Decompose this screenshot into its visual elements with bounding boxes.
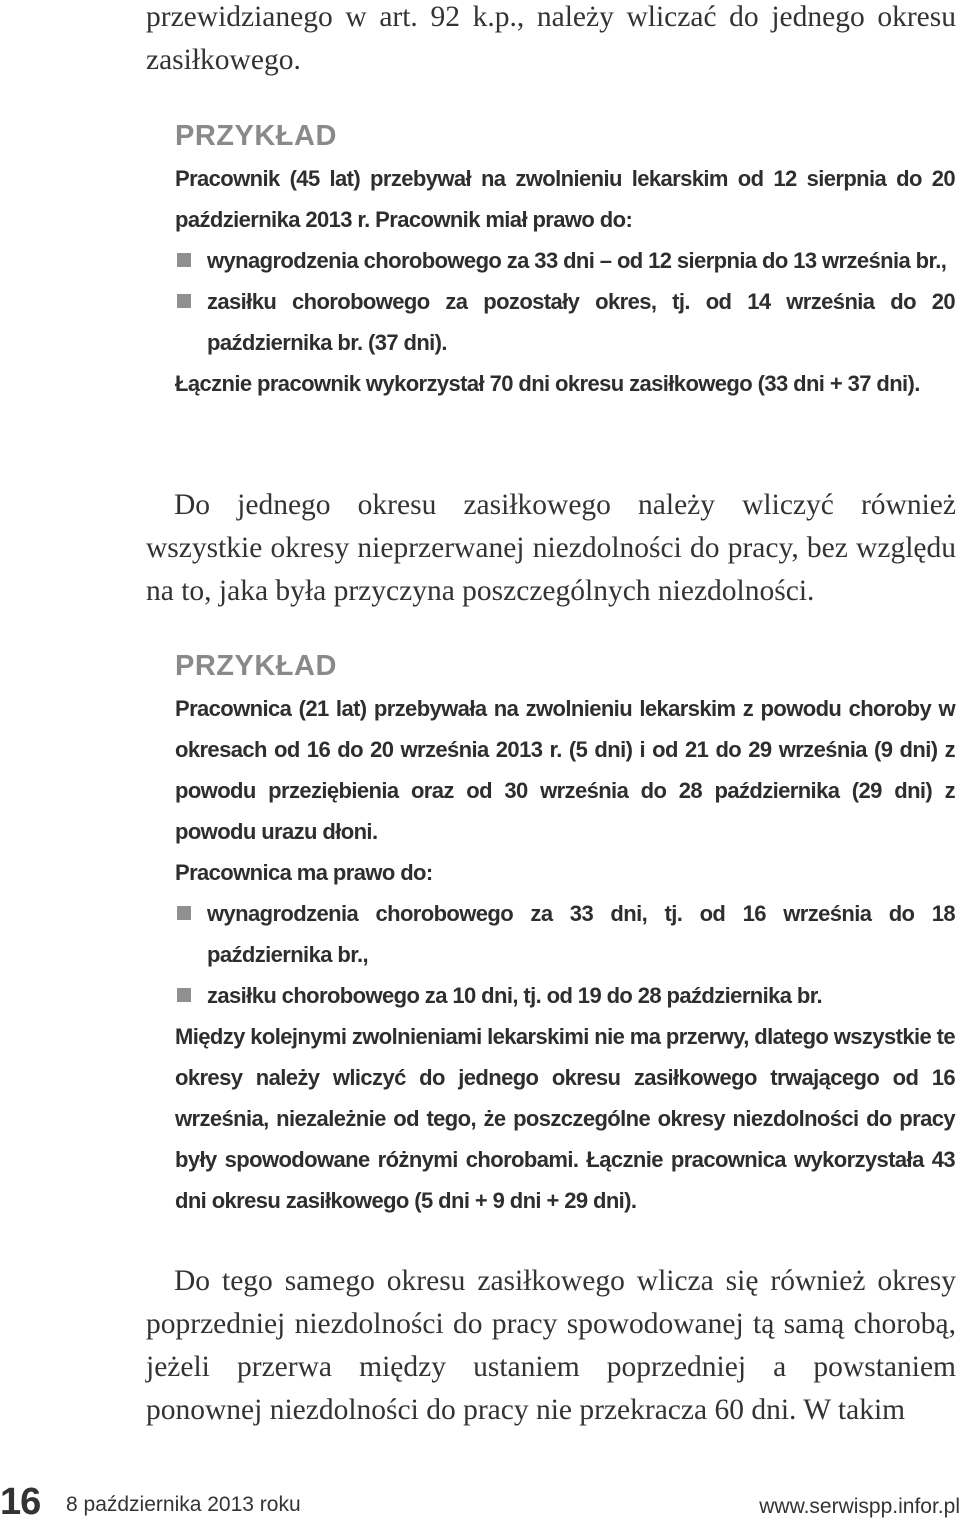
body-paragraph xyxy=(146,484,956,613)
paragraph-text: Do tego samego okresu zasiłkowego wlicza się również okresy poprzedniej niezdolności do pracy spowodowanej tą samą chorobą, jeżeli przerwa między ustaniem poprzedniej a powstaniem ponownej niezdolności do pracy nie przekracza 60 dni. W takim xyxy=(146,1265,956,1426)
bullet-item: wynagrodzenia chorobowego za 33 dni, tj. od 16 września do 18 października br., xyxy=(175,893,955,975)
bullet-item: wynagrodzenia chorobowego za 33 dni – od 12 sierpnia do 13 września br., xyxy=(175,240,955,281)
bullet-item: zasiłku chorobowego za 10 dni, tj. od 19 do 28 października br. xyxy=(175,975,955,1016)
issue-date: 8 października 2013 roku xyxy=(66,1493,301,1516)
page-number: 16 xyxy=(0,1481,41,1523)
example-box-2 xyxy=(175,648,955,1221)
intro-paragraph xyxy=(146,0,956,82)
example-summary: Między kolejnymi zwolnieniami lekarskimi nie ma przerwy, dlatego wszystkie te okresy należy wliczyć do jednego okresu zasiłkowego trwającego od 16 września, niezależnie od tego, że poszczególne okresy niezdolności do pracy były spowodowane różnymi chorobami. Łącznie pracownica wykorzystała 43 dni okresu zasiłkowego (5 dni + 9 dni + 29 dni). xyxy=(175,1024,955,1213)
example-summary: Łącznie pracownik wykorzystał 70 dni okresu zasiłkowego (33 dni + 37 dni). xyxy=(175,371,920,396)
example-lead: Pracownica (21 lat) przebywała na zwolnieniu lekarskim z powodu choroby w okresach od 16 do 20 września 2013 r. (5 dni) i od 21 do 29 września (9 dni) z powodu przeziębienia oraz od 30 września do 28 października (29 dni) z powodu urazu dłoni. xyxy=(175,696,955,844)
website-link[interactable]: www.serwispp.infor.pl xyxy=(759,1495,960,1518)
example-heading: PRZYKŁAD xyxy=(175,120,337,152)
example-lead: Pracownik (45 lat) przebywał na zwolnieniu lekarskim od 12 sierpnia do 20 października 2013 r. Pracownik miał prawo do: xyxy=(175,166,955,232)
page-footer xyxy=(0,1481,960,1523)
bullet-item: zasiłku chorobowego za pozostały okres, tj. od 14 września do 20 października br. (37 dni). xyxy=(175,281,955,363)
paragraph-text: Do jednego okresu zasiłkowego należy wliczyć również wszystkie okresy nieprzerwanej niezdolności do pracy, bez względu na to, jaka była przyczyna poszczególnych niezdolności. xyxy=(146,489,956,607)
example-heading: PRZYKŁAD xyxy=(175,650,337,682)
example-box-1 xyxy=(175,118,955,404)
intro-text: przewidzianego w art. 92 k.p., należy wliczać do jednego okresu zasiłkowego. xyxy=(146,1,956,76)
example-rights: Pracownica ma prawo do: xyxy=(175,860,433,885)
body-paragraph xyxy=(146,1260,956,1432)
